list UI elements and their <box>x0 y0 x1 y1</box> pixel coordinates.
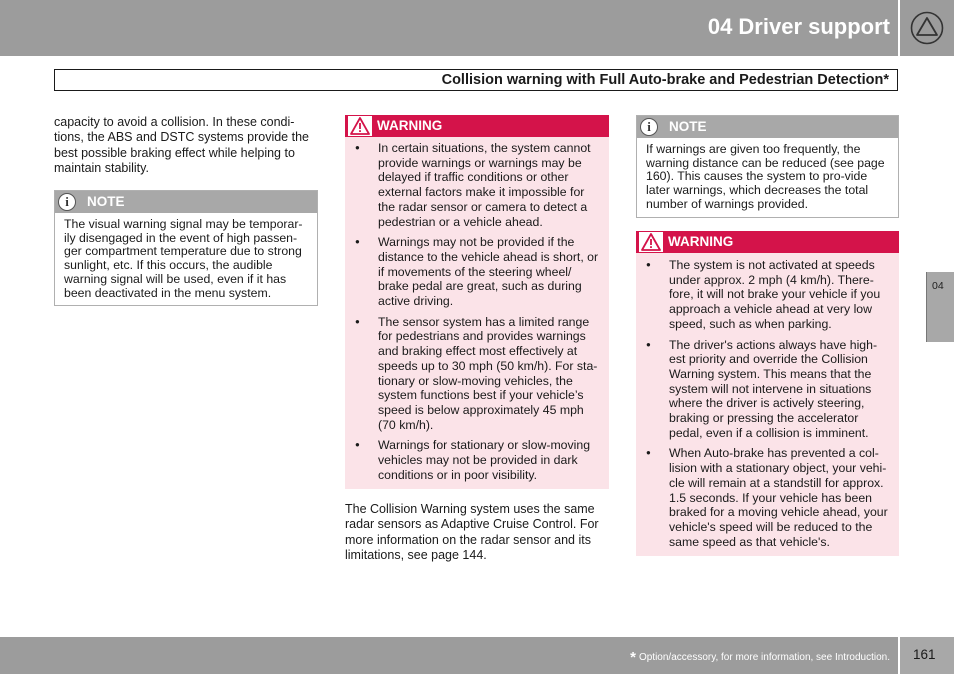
warning-label: WARNING <box>377 118 443 133</box>
warning-label: WARNING <box>668 234 734 249</box>
list-item: ● Warnings may not be provided if the distance to the vehicle ahead is short, or if movements of the steering wheel/ brake pedal are great, such as during active driving. <box>355 235 601 309</box>
note-label: NOTE <box>669 119 707 134</box>
list-item: ● The sensor system has a limited range for pedestrians and provides warnings and braking effect most effectively at speeds up to 30 mph (50 km/h). For sta-tionary or slow-moving vehicles, the system functions best if your vehicle’s speed is below approximately 45 mph (70 km/h). <box>355 315 601 433</box>
radar-paragraph: The Collision Warning system uses the same radar sensors as Adaptive Cruise Control. For more information on the radar sensor and its limitations, see page 144. <box>345 502 599 562</box>
page-footer <box>0 637 954 674</box>
note-text: If warnings are given too frequently, the warning distance can be reduced (see page 160). This causes the system to pro-vide later warnings, which decreases the total number of warnings provided. <box>646 142 885 211</box>
list-item: ● Warnings for stationary or slow-moving vehicles may not be provided in dark conditions or in poor visibility. <box>355 438 601 482</box>
warning-box-middle <box>345 115 609 489</box>
list-item: ● In certain situations, the system cannot provide warnings or warnings may be delayed if traffic conditions or other external factors make it impossible for the radar sensor or camera to detect a pedestrian or a vehicle ahead. <box>355 141 601 229</box>
chapter-title: 04 Driver support <box>707 14 890 39</box>
warning-list <box>345 137 609 482</box>
list-item: ● The driver's actions always have high-est priority and override the Collision Warning system. This means that the system will not intervene in situations where the driver is actively steering, braking or pressing the accelerator pedal, even if a collision is imminent. <box>646 338 891 441</box>
warning-triangle-icon <box>639 232 663 252</box>
header-icon-box <box>898 0 954 56</box>
page-number: 161 <box>913 647 936 662</box>
footer-note-text: Option/accessory, for more information, see Introduction. <box>638 652 890 663</box>
note-label: NOTE <box>87 194 125 209</box>
note-text: The visual warning signal may be temporar-ily disengaged in the event of high passen-ger compartment temperature due to strong sunlight, etc. If this occurs, the audible warning signal will be used, even if it has been deactivated in the menu system. <box>64 217 303 300</box>
side-tab-label: 04 <box>932 280 944 292</box>
warning-triangle-icon <box>910 11 944 45</box>
page-header <box>0 0 954 56</box>
note-header <box>637 116 898 138</box>
info-icon: i <box>640 118 658 136</box>
chapter-side-tab <box>926 272 954 342</box>
warning-header <box>636 231 899 253</box>
list-item: ● The system is not activated at speeds under approx. 2 mph (4 km/h). There-fore, it will not brake your vehicle if you approach a vehicle ahead at very low speed, such as when parking. <box>646 258 891 332</box>
list-item: ● When Auto-brake has prevented a col-lision with a stationary object, your vehi-cle will remain at a standstill for approx. 1.5 seconds. If your vehicle has been braked for a moving vehicle ahead, your vehicle's speed will be reduced to the same speed as that vehicle's. <box>646 446 891 549</box>
footer-note <box>630 649 890 666</box>
section-title-bar <box>54 69 898 91</box>
warning-list <box>636 253 899 549</box>
warning-box-right <box>636 231 899 556</box>
info-icon: i <box>58 193 76 211</box>
warning-triangle-icon <box>348 116 372 136</box>
page-number-box <box>898 637 954 674</box>
footer-star: * <box>630 649 636 666</box>
note-box-right <box>636 115 899 218</box>
intro-paragraph: capacity to avoid a collision. In these condi-tions, the ABS and DSTC systems provide the best possible braking effect while helping to maintain stability. <box>54 115 309 175</box>
section-title: Collision warning with Full Auto-brake and Pedestrian Detection* <box>441 72 889 88</box>
warning-header <box>345 115 609 137</box>
note-box-left <box>54 190 318 306</box>
note-header <box>55 191 317 213</box>
